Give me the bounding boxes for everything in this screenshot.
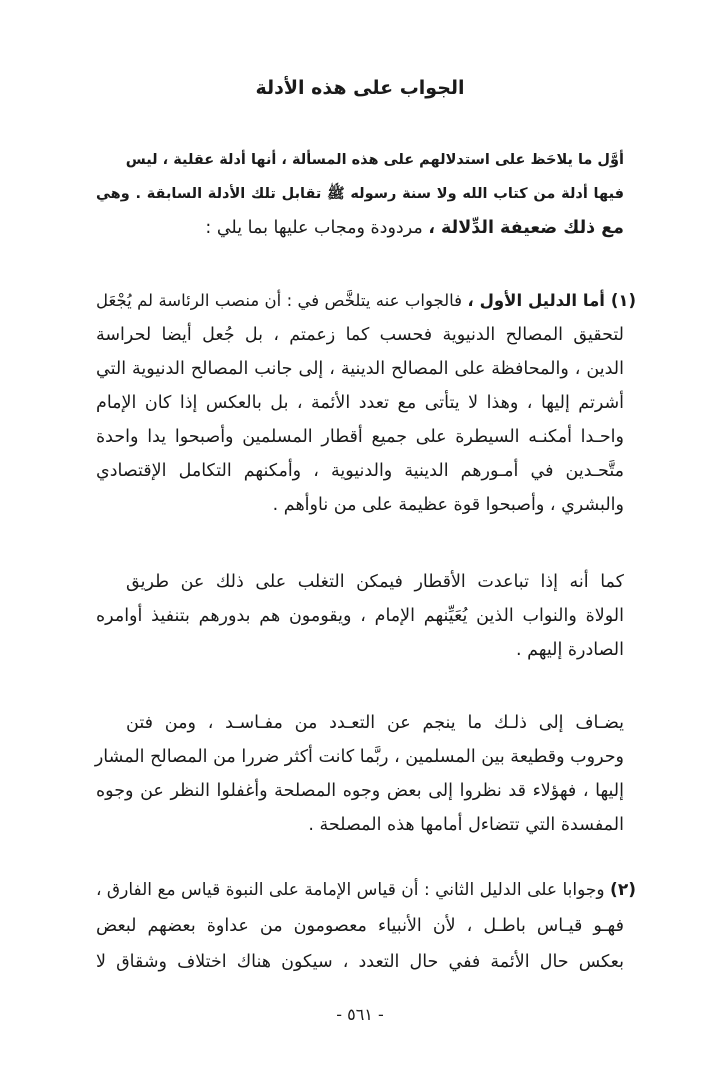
point-1-number: (١) [610,291,636,310]
point-1-lead: أما الدليل الأول ، [467,291,611,310]
para-3-line-3: إليها ، فهؤلاء قد نظروا إلى بعض وجوه المصلحة وأغفلوا النظر عن وجوه [96,781,624,801]
point-1-line-1-rest: فالجواب عنه يتلخَّص في : أن منصب الرئاسة لم يُجْعَل [96,291,468,310]
point-1-line-1 [96,285,636,317]
para-2-line-2: الولاة والنواب الذين يُعَيِّنهم الإمام ، ويقومون هم بدورهم بتنفيذ أوامره [96,606,624,626]
intro-line-3-rest: مردودة ومجاب عليها بما يلي : [205,218,429,238]
para-3-line-1: يضـاف إلى ذلـك ما ينجم عن التعـدد من مفـاسـد ، ومن فتن [126,713,624,733]
point-1-line-2: لتحقيق المصالح الدنيوية فحسب كما زعمتم ، بل جُعل أيضا لحراسة [96,325,624,345]
para-2-line-3: الصادرة إليهم . [516,640,624,660]
intro-line-3-bold: مع ذلك ضعيفة الدِّلالة ، [428,218,624,238]
point-2-line-1-rest: وجوابا على الدليل الثاني : أن قياس الإمامة على النبوة قياس مع الفارق ، [96,880,611,900]
point-1-line-5: واحـدا أمكنـه السيطرة على جميع أقطار المسلمين وأصبحوا يدا واحدة [96,427,624,447]
point-2-line-1 [96,874,636,906]
para-3-line-2: وحروب وقطيعة بين المسلمين ، ربَّما كانت أكثر ضررا من المصالح المشار [94,747,624,767]
point-2-number: (٢) [610,880,636,900]
intro-line-1: أوَّل ما يلاحَظ على استدلالهم على هذه المسألة ، أنها أدلة عقلية ، ليس [125,152,624,168]
page-number: - ٥٦١ - [336,1005,384,1024]
point-2-line-2: فهـو قيـاس باطـل ، لأن الأنبياء معصومون من عداوة بعضهم لبعض [96,916,624,936]
para-2-line-1: كما أنه إذا تباعدت الأقطار فيمكن التغلب على ذلك عن طريق [126,572,624,592]
point-1-line-7: والبشري ، وأصبحوا قوة عظيمة على من ناوأهم . [272,495,624,515]
point-2-line-3: بعكس حال الأئمة ففي حال التعدد ، سيكون هناك اختلاف وشقاق لا [96,952,624,972]
section-heading: الجواب على هذه الأدلة [255,77,465,99]
para-3-line-4: المفسدة التي تتضاءل أمامها هذه المصلحة . [308,815,624,835]
point-1-line-3: الدين ، والمحافظة على المصالح الدينية ، إلى جانب المصالح الدنيوية التي [96,359,624,379]
intro-line-2: فيها أدلة من كتاب الله ولا سنة رسوله ﷺ تقابل تلك الأدلة السابقة . وهي [96,186,624,202]
intro-line-3 [205,212,624,244]
point-1-line-6: متَّحـدين في أمـورهم الدينية والدنيوية ، وأمكنهم التكامل الإقتصادي [96,461,624,481]
point-1-line-4: أشرتم إليها ، وهذا لا يتأتى مع تعدد الأئمة ، بل بالعكس إذا كان الإمام [96,393,624,413]
